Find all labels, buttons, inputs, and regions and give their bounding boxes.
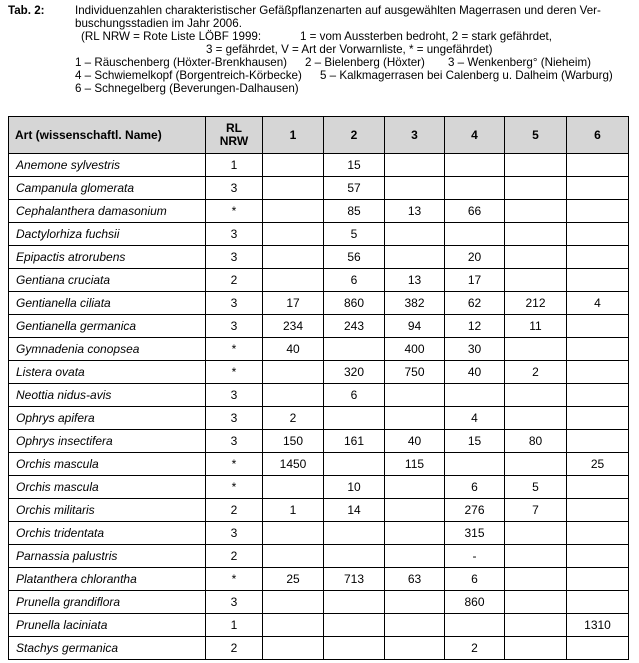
count-cell-site-5: 212 [505,292,567,315]
caption-title-line1: Individuenzahlen charakteristischer Gefäßpflanzenarten auf ausgewählten Magerrasen und deren Ver- [75,4,601,17]
count-cell-site-6 [567,361,629,384]
species-name-cell: Dactylorhiza fuchsii [9,223,206,246]
count-cell-site-5 [505,154,567,177]
header-art: Art (wissenschaftl. Name) [9,117,206,154]
count-cell-site-1 [263,269,324,292]
table-row [9,292,629,315]
count-cell-site-3 [385,223,445,246]
rl-nrw-cell: 3 [206,522,263,545]
count-cell-site-4: 860 [445,591,505,614]
count-cell-site-6: 1310 [567,614,629,637]
count-cell-site-5 [505,591,567,614]
count-cell-site-3 [385,476,445,499]
count-cell-site-1 [263,545,324,568]
count-cell-site-5 [505,246,567,269]
table-row [9,568,629,591]
table-label: Tab. 2: [8,4,45,17]
count-cell-site-6 [567,338,629,361]
rl-nrw-cell: 2 [206,545,263,568]
count-cell-site-2: 56 [324,246,385,269]
species-name-cell: Listera ovata [9,361,206,384]
site-legend-row-3 [8,82,636,95]
table-row [9,637,629,660]
count-cell-site-3 [385,246,445,269]
count-cell-site-6 [567,430,629,453]
count-cell-site-3 [385,614,445,637]
count-cell-site-5 [505,545,567,568]
table-row [9,453,629,476]
count-cell-site-4: 315 [445,522,505,545]
count-cell-site-6 [567,568,629,591]
count-cell-site-2 [324,637,385,660]
count-cell-site-2: 10 [324,476,385,499]
rl-nrw-cell: 2 [206,499,263,522]
count-cell-site-5 [505,407,567,430]
count-cell-site-5 [505,453,567,476]
count-cell-site-3: 400 [385,338,445,361]
count-cell-site-2 [324,338,385,361]
rl-nrw-cell: 3 [206,384,263,407]
rl-legend-row-2 [8,43,636,56]
count-cell-site-6 [567,522,629,545]
count-cell-site-6 [567,499,629,522]
count-cell-site-4 [445,223,505,246]
count-cell-site-4: 6 [445,568,505,591]
site-legend-2: 2 – Bielenberg (Höxter) [305,56,425,69]
species-name-cell: Gentiana cruciata [9,269,206,292]
header-site-3: 3 [385,117,445,154]
count-cell-site-2 [324,591,385,614]
rl-legend-left: (RL NRW = Rote Liste LÖBF 1999: [81,30,262,43]
count-cell-site-5 [505,338,567,361]
table-row [9,200,629,223]
count-cell-site-2 [324,407,385,430]
count-cell-site-3 [385,545,445,568]
species-name-cell: Ophrys insectifera [9,430,206,453]
site-legend-1: 1 – Räuschenberg (Höxter-Brenkhausen) [75,56,288,69]
species-name-cell: Orchis mascula [9,453,206,476]
count-cell-site-6 [567,154,629,177]
caption-title-line2: buschungsstadien im Jahr 2006. [75,17,242,30]
species-name-cell: Epipactis atrorubens [9,246,206,269]
count-cell-site-4 [445,177,505,200]
rl-nrw-cell: 1 [206,614,263,637]
site-legend-row-1 [8,56,636,69]
count-cell-site-4: 40 [445,361,505,384]
count-cell-site-6 [567,246,629,269]
count-cell-site-6 [567,545,629,568]
table-row [9,499,629,522]
rl-nrw-cell: 3 [206,177,263,200]
caption-title-row [8,4,636,17]
count-cell-site-5 [505,384,567,407]
species-name-cell: Neottia nidus-avis [9,384,206,407]
count-cell-site-2: 6 [324,269,385,292]
species-name-cell: Parnassia palustris [9,545,206,568]
table-row [9,476,629,499]
count-cell-site-3: 94 [385,315,445,338]
species-count-table [8,116,629,660]
count-cell-site-1 [263,637,324,660]
count-cell-site-5 [505,637,567,660]
species-name-cell: Gentianella germanica [9,315,206,338]
header-site-2: 2 [324,117,385,154]
count-cell-site-4: - [445,545,505,568]
count-cell-site-2: 85 [324,200,385,223]
count-cell-site-3: 13 [385,200,445,223]
count-cell-site-2 [324,614,385,637]
count-cell-site-2: 860 [324,292,385,315]
table-row [9,545,629,568]
count-cell-site-4: 2 [445,637,505,660]
count-cell-site-1 [263,223,324,246]
count-cell-site-4 [445,453,505,476]
site-legend-4: 4 – Schwiemelkopf (Borgentreich-Körbecke) [75,69,302,82]
header-site-4: 4 [445,117,505,154]
rl-nrw-cell: 3 [206,591,263,614]
site-legend-row-2 [8,69,636,82]
count-cell-site-4: 4 [445,407,505,430]
count-cell-site-5 [505,177,567,200]
rl-nrw-cell: 2 [206,269,263,292]
table-row [9,315,629,338]
count-cell-site-1 [263,614,324,637]
table-row [9,177,629,200]
count-cell-site-4: 276 [445,499,505,522]
count-cell-site-1 [263,200,324,223]
count-cell-site-1 [263,591,324,614]
count-cell-site-4: 62 [445,292,505,315]
count-cell-site-6: 4 [567,292,629,315]
table-header-row [9,117,629,154]
species-name-cell: Anemone sylvestris [9,154,206,177]
count-cell-site-2: 6 [324,384,385,407]
rl-nrw-cell: 2 [206,637,263,660]
rl-nrw-cell: * [206,200,263,223]
table-row [9,223,629,246]
rl-nrw-cell: * [206,361,263,384]
count-cell-site-1: 2 [263,407,324,430]
count-cell-site-1: 1450 [263,453,324,476]
rl-nrw-cell: 3 [206,315,263,338]
count-cell-site-1 [263,154,324,177]
count-cell-site-5 [505,522,567,545]
count-cell-site-4: 20 [445,246,505,269]
count-cell-site-5: 5 [505,476,567,499]
header-rl-label [220,122,248,148]
rl-nrw-cell: * [206,568,263,591]
count-cell-site-6 [567,177,629,200]
species-name-cell: Orchis tridentata [9,522,206,545]
count-cell-site-4 [445,384,505,407]
count-cell-site-3: 115 [385,453,445,476]
header-site-1: 1 [263,117,324,154]
species-name-cell: Orchis militaris [9,499,206,522]
rl-nrw-cell: 3 [206,407,263,430]
count-cell-site-3: 63 [385,568,445,591]
header-site-5: 5 [505,117,567,154]
count-cell-site-5 [505,223,567,246]
table-row [9,522,629,545]
count-cell-site-2: 320 [324,361,385,384]
site-legend-3: 3 – Wenkenberg° (Nieheim) [448,56,591,69]
species-name-cell: Gymnadenia conopsea [9,338,206,361]
table-caption [8,4,636,95]
count-cell-site-2: 57 [324,177,385,200]
count-cell-site-6 [567,637,629,660]
table-row [9,154,629,177]
count-cell-site-5 [505,614,567,637]
count-cell-site-1: 17 [263,292,324,315]
count-cell-site-4: 15 [445,430,505,453]
rl-nrw-cell: 3 [206,246,263,269]
count-cell-site-2: 243 [324,315,385,338]
caption-title-row-2 [8,17,636,30]
site-legend-6: 6 – Schnegelberg (Beverungen-Dalhausen) [75,82,299,95]
species-name-cell: Orchis mascula [9,476,206,499]
count-cell-site-5 [505,568,567,591]
count-cell-site-4: 66 [445,200,505,223]
rl-nrw-cell: 1 [206,154,263,177]
table-row [9,361,629,384]
table-row [9,246,629,269]
count-cell-site-3 [385,407,445,430]
table-row [9,407,629,430]
rl-nrw-cell: 3 [206,430,263,453]
table-row [9,614,629,637]
species-name-cell: Gentianella ciliata [9,292,206,315]
count-cell-site-5: 2 [505,361,567,384]
species-name-cell: Campanula glomerata [9,177,206,200]
count-cell-site-1: 150 [263,430,324,453]
count-cell-site-2: 713 [324,568,385,591]
count-cell-site-6 [567,476,629,499]
rl-legend-right: 1 = vom Aussterben bedroht, 2 = stark gefährdet, [300,30,552,43]
table-row [9,269,629,292]
rl-nrw-cell: * [206,476,263,499]
species-name-cell: Cephalanthera damasonium [9,200,206,223]
count-cell-site-3: 13 [385,269,445,292]
count-cell-site-1 [263,246,324,269]
count-cell-site-4 [445,154,505,177]
header-rl-nrw [206,117,263,154]
count-cell-site-1: 25 [263,568,324,591]
table-row [9,338,629,361]
table-row [9,591,629,614]
count-cell-site-3 [385,637,445,660]
count-cell-site-1: 1 [263,499,324,522]
count-cell-site-6: 25 [567,453,629,476]
header-rl-line1: RL [225,121,242,135]
count-cell-site-2: 15 [324,154,385,177]
count-cell-site-4 [445,614,505,637]
count-cell-site-5: 80 [505,430,567,453]
count-cell-site-3: 40 [385,430,445,453]
count-cell-site-6 [567,407,629,430]
species-name-cell: Stachys germanica [9,637,206,660]
species-name-cell: Platanthera chlorantha [9,568,206,591]
table-body [9,154,629,660]
rl-nrw-cell: 3 [206,292,263,315]
rl-legend-line2: 3 = gefährdet, V = Art der Vorwarnliste, * = ungefährdet) [206,43,493,56]
species-name-cell: Ophrys apifera [9,407,206,430]
site-legend-5: 5 – Kalkmagerrasen bei Calenberg u. Dalheim (Warburg) [320,69,613,82]
count-cell-site-5: 7 [505,499,567,522]
count-cell-site-5 [505,200,567,223]
count-cell-site-1 [263,384,324,407]
count-cell-site-6 [567,200,629,223]
count-cell-site-2: 161 [324,430,385,453]
rl-nrw-cell: * [206,453,263,476]
count-cell-site-3 [385,177,445,200]
count-cell-site-2: 14 [324,499,385,522]
count-cell-site-1: 40 [263,338,324,361]
count-cell-site-1 [263,476,324,499]
count-cell-site-3: 750 [385,361,445,384]
rl-nrw-cell: * [206,338,263,361]
rl-nrw-cell: 3 [206,223,263,246]
count-cell-site-3 [385,591,445,614]
count-cell-site-6 [567,591,629,614]
count-cell-site-2 [324,453,385,476]
count-cell-site-4: 12 [445,315,505,338]
count-cell-site-5 [505,269,567,292]
count-cell-site-4: 6 [445,476,505,499]
count-cell-site-6 [567,223,629,246]
count-cell-site-3 [385,154,445,177]
count-cell-site-4: 17 [445,269,505,292]
count-cell-site-3 [385,499,445,522]
count-cell-site-6 [567,315,629,338]
count-cell-site-1 [263,522,324,545]
count-cell-site-3: 382 [385,292,445,315]
count-cell-site-1 [263,177,324,200]
species-name-cell: Prunella laciniata [9,614,206,637]
count-cell-site-6 [567,384,629,407]
header-site-6: 6 [567,117,629,154]
count-cell-site-4: 30 [445,338,505,361]
count-cell-site-6 [567,269,629,292]
header-rl-line2: NRW [219,134,249,148]
count-cell-site-2: 5 [324,223,385,246]
count-cell-site-2 [324,545,385,568]
rl-legend-row-1 [8,30,636,43]
count-cell-site-3 [385,384,445,407]
table-row [9,384,629,407]
species-name-cell: Prunella grandiflora [9,591,206,614]
count-cell-site-5: 11 [505,315,567,338]
count-cell-site-1: 234 [263,315,324,338]
count-cell-site-2 [324,522,385,545]
count-cell-site-1 [263,361,324,384]
count-cell-site-3 [385,522,445,545]
table-row [9,430,629,453]
